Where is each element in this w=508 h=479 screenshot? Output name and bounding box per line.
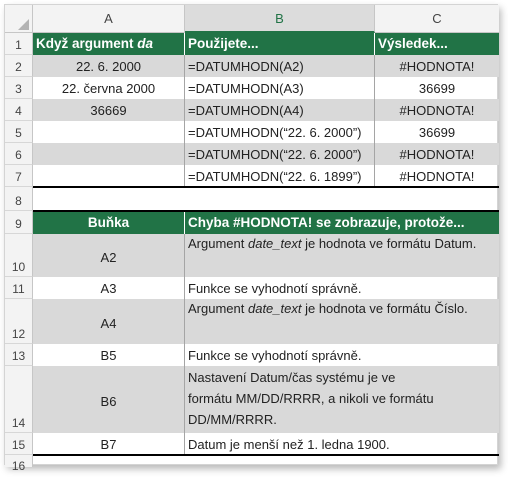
cell-a2[interactable]: 22. 6. 2000 (33, 55, 185, 77)
cell-a14[interactable]: B6 (33, 366, 185, 433)
cell-a13[interactable]: B5 (33, 344, 185, 366)
table2-bottom-border (33, 454, 499, 456)
row-header-7[interactable]: 7 (5, 165, 33, 187)
cell-a6[interactable] (33, 143, 185, 165)
row-header-12[interactable]: 12 (5, 299, 33, 344)
row-header-13[interactable]: 13 (5, 344, 33, 366)
cell-a4[interactable]: 36669 (33, 99, 185, 121)
column-header-b[interactable]: B (185, 5, 375, 33)
cell-b2[interactable]: =DATUMHODN(A2) (185, 55, 375, 77)
table1-bottom-border (33, 186, 499, 188)
cell-a15[interactable]: B7 (33, 433, 185, 455)
cell-b12[interactable]: Argument date_text je hodnota ve formátu Číslo. (185, 299, 499, 344)
cell-c2[interactable]: #HODNOTA! (375, 55, 499, 77)
cell-c7[interactable]: #HODNOTA! (399, 169, 475, 184)
cell-b14[interactable]: Nastavení Datum/čas systému je ve formátu MM/DD/RRRR, a nikoli ve formátu DD/MM/RRRR. (185, 366, 499, 433)
column-header-bar (5, 5, 499, 33)
cell-b3[interactable]: =DATUMHODN(A3) (185, 77, 375, 99)
column-header-c[interactable]: C (432, 11, 442, 26)
cell-a5[interactable] (33, 121, 185, 143)
row-header-16[interactable]: 16 (5, 455, 33, 467)
table2-header-b[interactable]: Chyba #HODNOTA! se zobrazuje, protože... (185, 212, 499, 234)
table1-header-c[interactable]: Výsledek... (375, 33, 499, 55)
cell-b6[interactable]: =DATUMHODN(“22. 6. 2000”) (185, 143, 375, 165)
cell-b11[interactable]: Funkce se vyhodnotí správně. (188, 281, 362, 296)
row-header-4[interactable]: 4 (5, 99, 33, 121)
cell-a7[interactable] (33, 165, 185, 187)
cell-b5[interactable]: =DATUMHODN(“22. 6. 2000”) (185, 121, 375, 143)
row-header-5[interactable]: 5 (5, 121, 33, 143)
table1-header-a[interactable]: Když argument da (33, 33, 185, 55)
cell-a10[interactable]: A2 (33, 234, 185, 277)
select-all-corner[interactable] (5, 5, 33, 33)
cell-b10[interactable]: Argument date_text je hodnota ve formátu Datum. (185, 234, 499, 277)
cell-c4[interactable]: #HODNOTA! (375, 99, 499, 121)
row-header-10[interactable]: 10 (5, 234, 33, 277)
table1-header-b[interactable]: Použijete... (185, 33, 375, 55)
row-header-6[interactable]: 6 (5, 143, 33, 165)
row-header-8[interactable]: 8 (5, 187, 33, 211)
row-header-1[interactable]: 1 (5, 33, 33, 55)
cell-c6[interactable]: #HODNOTA! (375, 143, 499, 165)
row-header-11[interactable]: 11 (5, 277, 33, 299)
row-header-9[interactable]: 9 (5, 211, 33, 234)
cell-b7[interactable]: =DATUMHODN(“22. 6. 1899”) (185, 165, 375, 187)
cell-a3[interactable]: 22. června 2000 (33, 77, 185, 99)
row-header-2[interactable]: 2 (5, 55, 33, 77)
table2-header-a[interactable]: Buňka (33, 212, 185, 234)
cell-b13[interactable]: Funkce se vyhodnotí správně. (188, 348, 362, 363)
spreadsheet-window (4, 4, 498, 473)
column-header-a[interactable]: A (33, 5, 185, 33)
cell-b4[interactable]: =DATUMHODN(A4) (185, 99, 375, 121)
cell-c3[interactable]: 36699 (418, 81, 456, 96)
row-header-15[interactable]: 15 (5, 433, 33, 455)
cell-b15[interactable]: Datum je menší než 1. ledna 1900. (188, 437, 390, 452)
cell-c5[interactable]: 36699 (418, 125, 456, 140)
row-header-14[interactable]: 14 (5, 366, 33, 433)
row-header-3[interactable]: 3 (5, 77, 33, 99)
cell-a11[interactable]: A3 (33, 277, 185, 299)
cell-a12[interactable]: A4 (33, 299, 185, 344)
